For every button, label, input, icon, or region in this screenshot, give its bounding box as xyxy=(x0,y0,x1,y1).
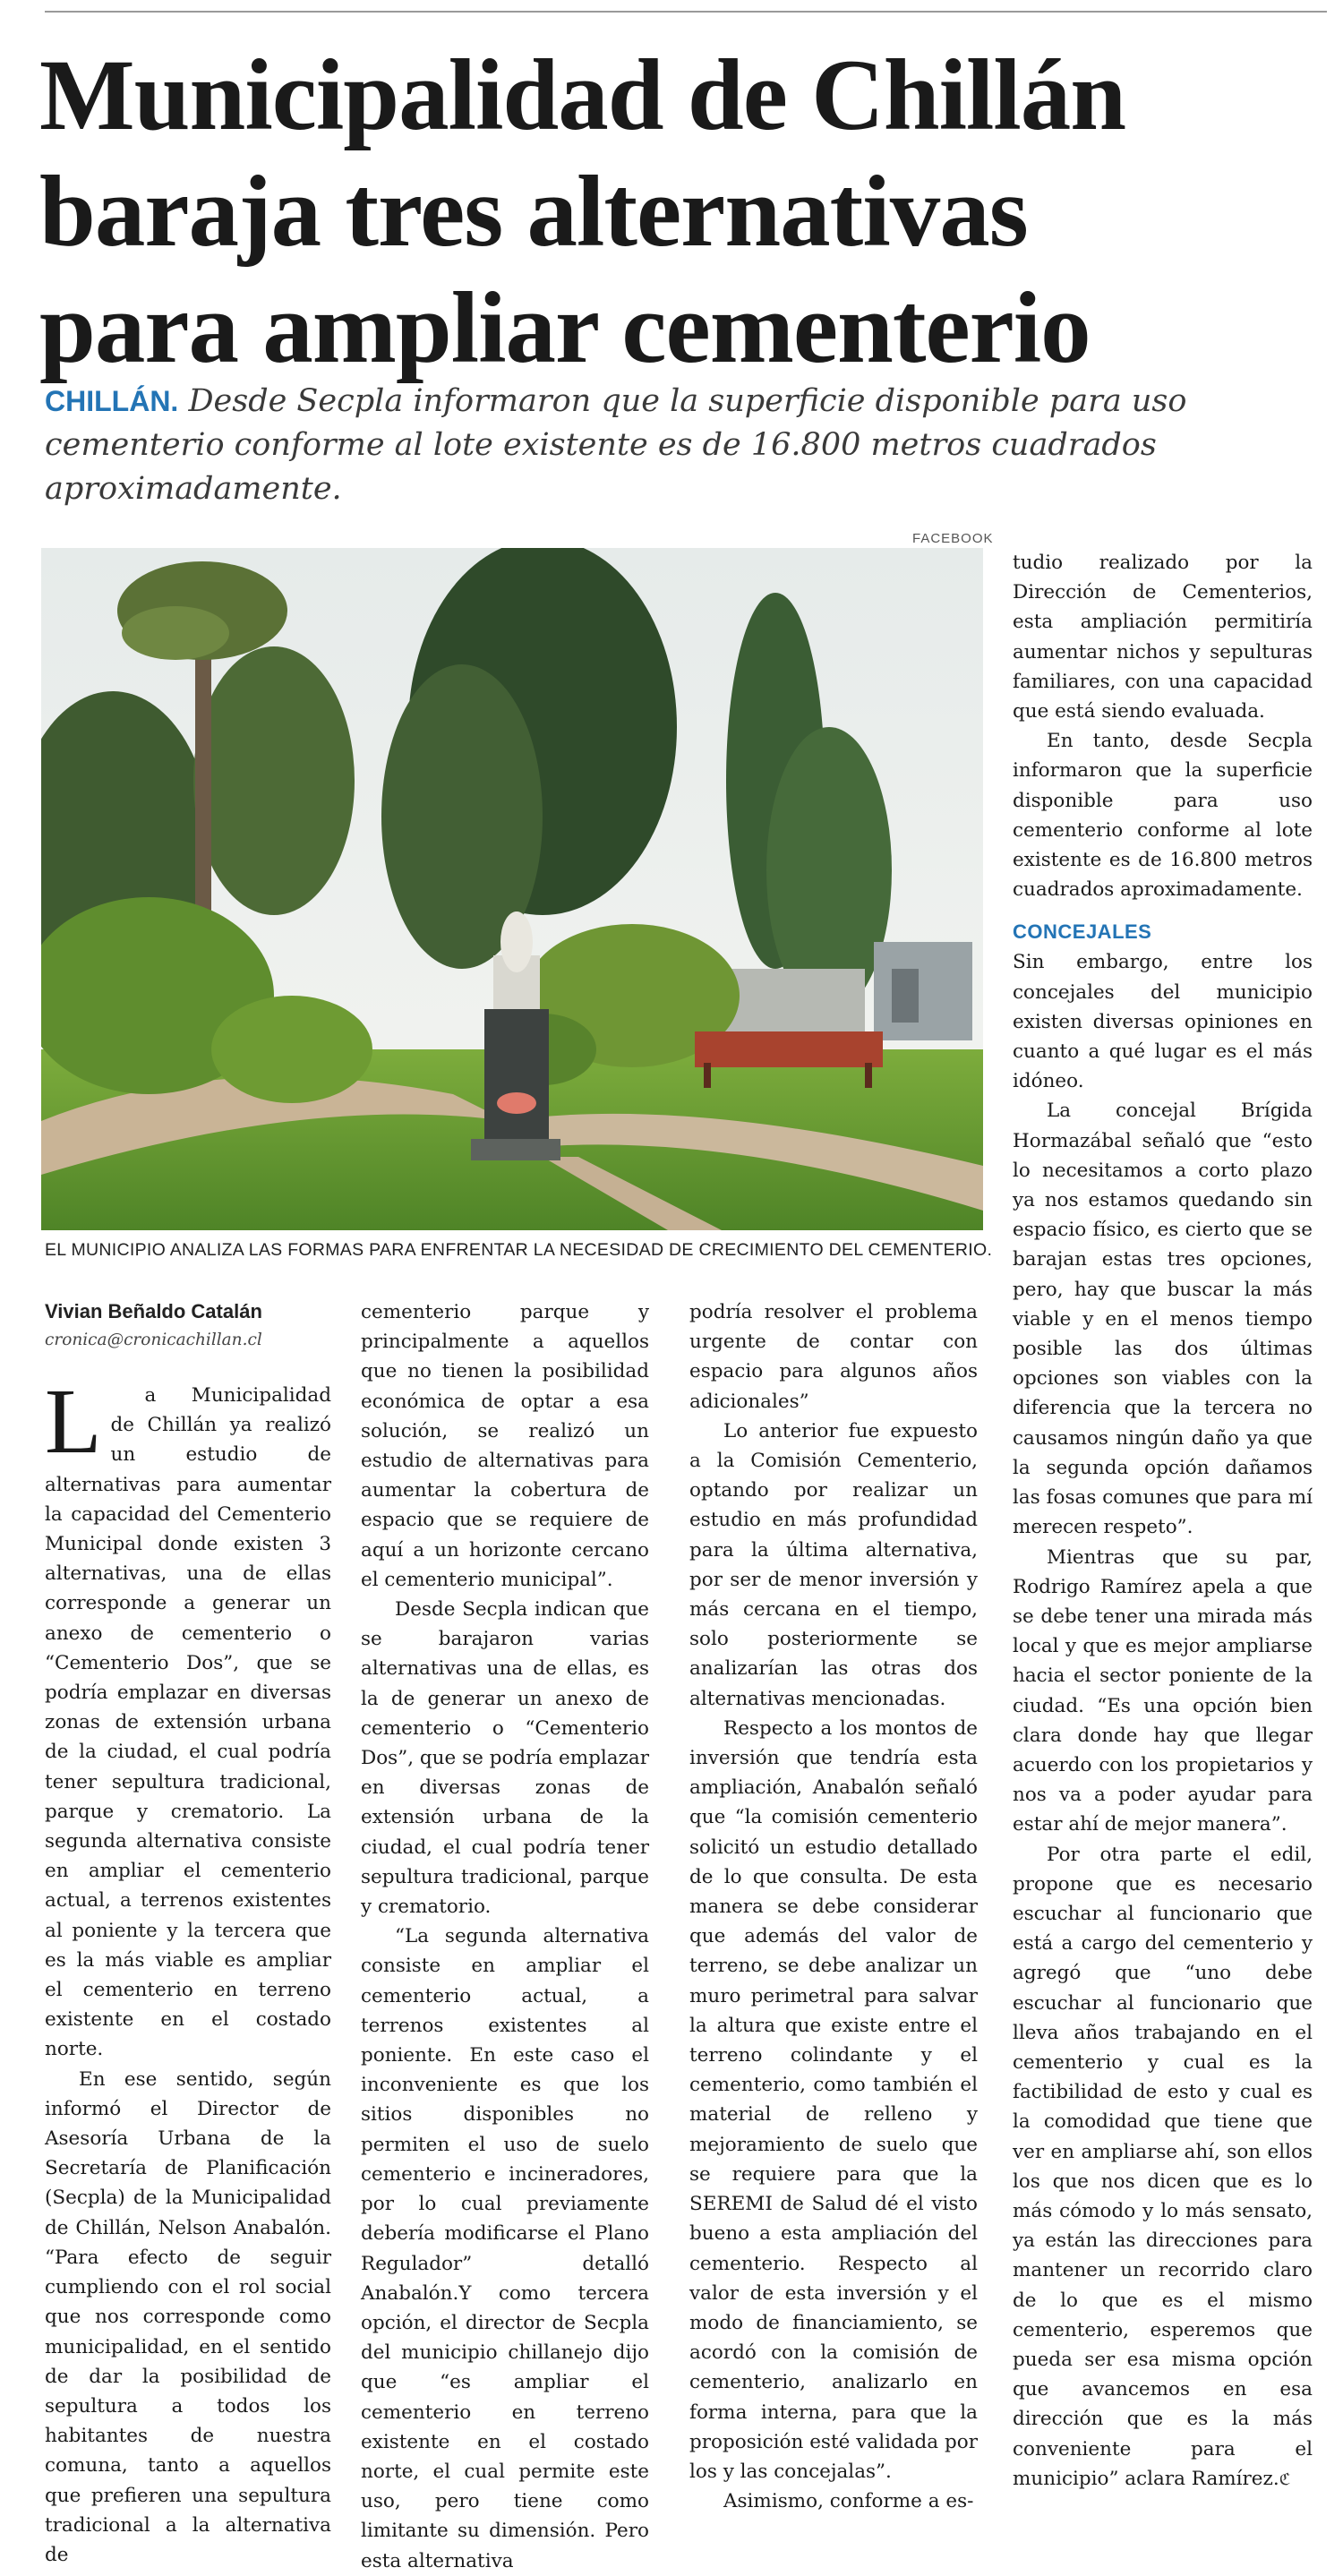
article-column-3 xyxy=(689,1297,978,2513)
paragraph-text: Por otra parte el edil, propone que es necesario escuchar al funcionario que está a cargo del cementerio y agregó que “uno debe escuchar al funcionario que lleva años trabajando en el cementerio y cual es la factibilidad de esto y cual es la comodidad que tiene que ver en ampliarse ahí, son ellos los que nos dicen que es lo más cómodo y lo más sensato, ya están las direcciones para mantener un recorrido claro de lo que es el mismo cementerio, esperemos que pueda ser esa misma opción que avancemos en esa dirección que es la más conveniente para el municipio” aclara Ramírez. xyxy=(1013,1843,1313,2490)
body-paragraph: Lo anterior fue expuesto a la Comisión Cementerio, optando por realizar un estudio en más profundidad para la última alternativa, por ser de menor inversión y más cercana en el tiempo, solo posteriormente se analizarían las otras dos alternativas mencionadas. xyxy=(689,1419,978,1710)
body-paragraph: podría resolver el problema urgente de contar con espacio para algunos años adicionales” xyxy=(689,1301,978,1413)
body-paragraph: Mientras que su par, Rodrigo Ramírez apela a que se debe tener una mirada más local y que es mejor ampliarse hacia el sector poniente de la ciudad. “Es una opción bien clara donde hay que llegar acuerdo con los propietarios y nos va a poder ayudar para estar ahí de mejor manera”. xyxy=(1013,1545,1313,1836)
headline-line-3: para ampliar cementerio xyxy=(39,272,1091,384)
byline xyxy=(45,1300,349,1349)
body-paragraph: Desde Secpla indican que se barajaron varias alternativas una de ellas, es la de generar un anexo de cementerio o “Cementerio Dos”, que se podría emplazar en diversas zonas de extensión urbana de la ciudad, el cual podría tener sepultura tradicional, parque y crematorio. xyxy=(361,1598,649,1919)
body-paragraph: “La segunda alternativa consiste en ampliar el cementerio actual, a terrenos existentes al poniente. En este caso el inconveniente es que los sitios disponibles no permiten el uso de suelo cementerio e incineradores, por lo cual previamente debería modificarse el Plano Regulador” detalló Anabalón.Y como tercera opción, el director de Secpla del municipio chillanejo dijo que “es ampliar el cementerio en terreno existente en el costado norte, el cual permite este uso, pero tiene como limitante su dimensión. Pero esta alternativa xyxy=(361,1925,649,2572)
end-mark-icon: ℭ xyxy=(1279,2469,1291,2489)
top-rule xyxy=(45,11,1327,13)
headline-line-2: baraja tres alternativas xyxy=(39,156,1028,268)
paragraph-text: a Municipalidad de Chillán ya realizó un estudio de alternativas para aumentar la capacidad del Cementerio Municipal donde existen 3 alternativas, una de ellas corresponde a generar un anexo de cementerio o “Cementerio Dos”, que se podría emplazar en diversas zonas de extensión urbana de la ciudad, el cual podría tener sepultura tradicional, parque y crematorio. La segunda alternativa consiste en ampliar el cementerio actual, a terrenos existentes al poniente y la tercera que es la más viable es ampliar el cementerio en terreno existente en el costado norte. xyxy=(45,1384,331,2061)
body-paragraph: cementerio parque y principalmente a aquellos que no tienen la posibilidad económica de optar a esa solución, se realizó un estudio de alternativas para aumentar la cobertura de espacio que se requiere de aquí a un horizonte cercano el cementerio municipal”. xyxy=(361,1301,649,1591)
drop-cap: L xyxy=(45,1370,102,1473)
body-paragraph: En tanto, desde Secpla informaron que la superficie disponible para uso cementerio conforme al lote existente es de 16.800 metros cuadrados aproximadamente. xyxy=(1013,730,1313,902)
author-email: cronica@cronicachillan.cl xyxy=(45,1331,262,1349)
body-paragraph xyxy=(1013,1840,1313,2495)
body-paragraph: Sin embargo, entre los concejales del municipio existen diversas opiniones en cuanto a qué lugar es el más idóneo. xyxy=(1013,951,1313,1093)
body-paragraph: En ese sentido, según informó el Director de Asesoría Urbana de la Secretaría de Planificación (Secpla) de la Municipalidad de Chillán, Nelson Anabalón. “Para efecto de seguir cumpliendo con el rol social que nos corresponde como municipalidad, en el sentido de dar la posibilidad de sepultura a todos los habitantes de nuestra comuna, tanto a aquellos que prefieren una sepultura tradicional a la alternativa de xyxy=(45,2067,331,2566)
body-paragraph: La concejal Brígida Hormazábal señaló que “esto lo necesitamos a corto plazo ya nos estamos quedando sin espacio físico, es cierto que se barajan estas tres opciones, pero, hay que buscar la más viable y en el menos tiempo posible las dos últimas opciones son viables con la diferencia que la tercera no causamos ningún daño ya que la segunda opción dañamos las fosas comunes que para mí merecen respeto”. xyxy=(1013,1100,1313,1539)
photo-caption: EL MUNICIPIO ANALIZA LAS FORMAS PARA ENFRENTAR LA NECESIDAD DE CRECIMIENTO DEL CEMENTERIO. xyxy=(45,1240,993,1260)
article-column-2 xyxy=(361,1297,649,2572)
article-column-1 xyxy=(45,1370,331,2566)
body-paragraph: tudio realizado por la Dirección de Cementerios, esta ampliación permitiría aumentar nichos y sepulturas familiares, con una capacidad que está siendo evaluada. xyxy=(1013,552,1313,723)
headline xyxy=(39,38,1311,387)
body-paragraph xyxy=(45,1370,331,2065)
lede-dateline: CHILLÁN. xyxy=(45,385,179,417)
lede xyxy=(45,380,1298,511)
cemetery-photo xyxy=(41,548,983,1230)
body-paragraph: Respecto a los montos de inversión que tendría esta ampliación, Anabalón señaló que “la comisión cementerio solicitó un estudio detallado de lo que consulta. De esta manera se debe considerar que además del valor de terreno, se debe analizar un muro perimetral para salvar la altura que existe entre el terreno colindante y el cementerio, como también el material de relleno y mejoramiento de suelo que se requiere para que la SEREMI de Salud dé el visto bueno a esta ampliación del cementerio. Respecto al valor de esta inversión y el modo de financiamiento, se acordó con la comisión de cementerio, analizarlo en forma interna, para que la proposición esté validada por los y las concejalas”. xyxy=(689,1716,978,2483)
author-name: Vivian Beñaldo Catalán xyxy=(45,1300,262,1322)
headline-line-1: Municipalidad de Chillán xyxy=(39,39,1126,151)
section-subhead: CONCEJALES xyxy=(1013,920,1152,944)
lede-text: Desde Secpla informaron que la superficie disponible para uso cementerio conforme al lote existente es de 16.800 metros cuadrados aproximadamente. xyxy=(45,383,1187,507)
body-paragraph: Asimismo, conforme a es- xyxy=(723,2490,974,2513)
article-column-4 xyxy=(1013,548,1313,2490)
photo-credit: FACEBOOK xyxy=(912,531,994,546)
